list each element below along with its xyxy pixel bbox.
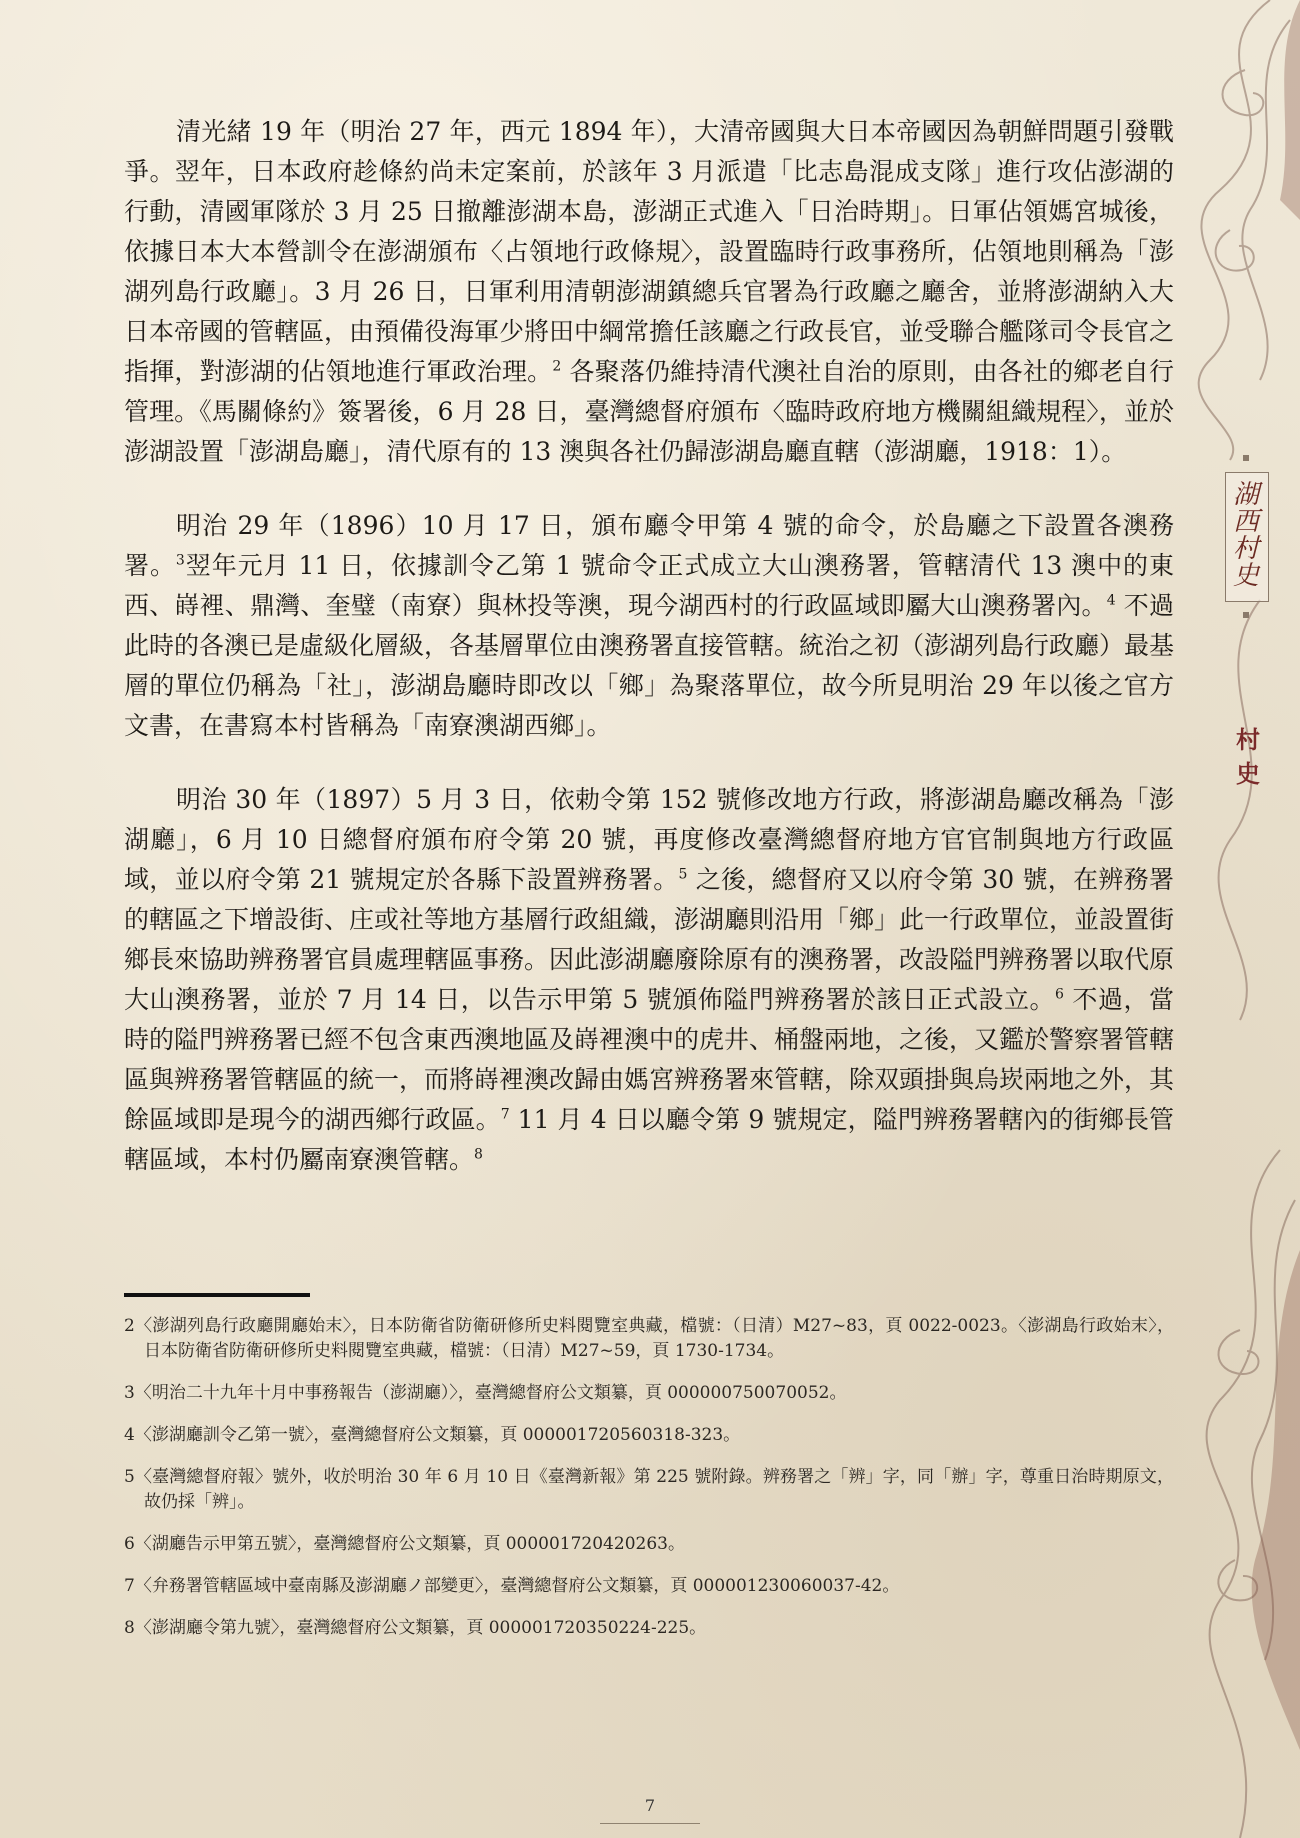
side-tab-char-3: 村 (1232, 534, 1259, 564)
footnote-ref-2: 2 (552, 358, 562, 375)
side-tab-title (1230, 482, 1262, 590)
paragraph-2 (124, 506, 1174, 746)
side-tab-char-4: 史 (1232, 561, 1259, 591)
footnote-ref-5: 5 (678, 866, 688, 883)
footnote-ref-6: 6 (1055, 986, 1064, 1003)
footnote-ref-8: 8 (474, 1146, 483, 1163)
paragraph-3-text-c: 不過，當時的隘門辨務署已經不包含東西澳地區及嵵裡澳中的虎井、桶盤兩地，之後，又鑑於警察署管轄區與辨務署管轄區的統一，而將嵵裡澳改歸由媽宮辨務署來管轄，除双頭掛與烏崁兩地之外，其餘區域即是現今的湖西鄉行政區。 (124, 985, 1175, 1134)
paragraph-1-text-b: 各聚落仍維持清代澳社自治的原則，由各社的鄉老自行管理。《馬關條約》簽署後，6 月 28 日，臺灣總督府頒布〈臨時政府地方機關組織規程〉，並於澎湖設置「澎湖島廳」，清代原有的 13 澳與各社仍歸澎湖島廳直轄（澎湖廳，1918：1）。 (124, 357, 1174, 466)
paragraph-3-text-d: 11 月 4 日以廳令第 9 號規定，隘門辨務署轄內的街鄉長管轄區域，本村仍屬南寮澳管轄。 (124, 1105, 1174, 1174)
footnote-2: 2〈澎湖列島行政廳開廳始末〉，日本防衛省防衛研修所史料閱覽室典藏，檔號：（日清）M27~83，頁 0022-0023。〈澎湖島行政始末〉，日本防衛省防衛研修所史料閱覽室典藏，檔號：（日清）M27~59，頁 1730-1734。 (124, 1316, 1174, 1361)
footnote-3: 3〈明治二十九年十月中事務報告（澎湖廳）〉，臺灣總督府公文類纂，頁 000000750070052。 (124, 1383, 847, 1403)
side-tab-dot-bottom (1243, 612, 1249, 618)
main-text (124, 112, 1174, 1214)
footnote-ref-4: 4 (1106, 592, 1116, 609)
side-tab-char-2: 西 (1232, 507, 1259, 537)
paragraph-2-text-c: 不過此時的各澳已是虛級化層級，各基層單位由澳務署直接管轄。統治之初（澎湖列島行政廳）最基層的單位仍稱為「社」，澎湖島廳時即改以「鄉」為聚落單位，故今所見明治 29 年以後之官方文書，在書寫本村皆稱為「南寮澳湖西鄉」。 (124, 591, 1175, 740)
paragraph-2-text-a: 明治 29 年（1896）10 月 17 日，頒布廳令甲第 4 號的命令，於島廳之下設置各澳務署。 (124, 511, 1174, 580)
footnote-5: 5〈臺灣總督府報〉號外，收於明治 30 年 6 月 10 日《臺灣新報》第 225 號附錄。辨務署之「辨」字，同「辦」字，尊重日治時期原文，故仍採「辨」。 (124, 1467, 1174, 1512)
footnote-4: 4〈澎湖廳訓令乙第一號〉，臺灣總督府公文類纂，頁 000001720560318-323。 (124, 1425, 741, 1445)
footnote-divider (124, 1293, 310, 1297)
footnote-7: 7〈弁務署管轄區域中臺南縣及澎湖廳ノ部變更〉，臺灣總督府公文類纂，頁 000001230060037-42。 (124, 1576, 900, 1596)
paragraph-1 (124, 112, 1174, 472)
footnotes (124, 1314, 1174, 1658)
side-tab-dot-top (1243, 455, 1249, 461)
footnote-ref-3: 3 (175, 552, 185, 569)
footnote-ref-7: 7 (500, 1106, 510, 1123)
paragraph-1-text-a: 清光緒 19 年（明治 27 年，西元 1894 年），大清帝國與大日本帝國因為朝鮮問題引發戰爭。翌年，日本政府趁條約尚未定案前，於該年 3 月派遣「比志島混成支隊」進行攻佔澎湖的行動，清國軍隊於 3 月 25 日撤離澎湖本島，澎湖正式進入「日治時期」。日軍佔領媽宮城後，依據日本大本營訓令在澎湖頒布〈占領地行政條規〉，設置臨時行政事務所，佔領地則稱為「澎湖列島行政廳」。3 月 26 日，日軍利用清朝澎湖鎮總兵官署為行政廳之廳舍，並將澎湖納入大日本帝國的管轄區，由預備役海軍少將田中綱常擔任該廳之行政長官，並受聯合艦隊司令長官之指揮，對澎湖的佔領地進行軍政治理。 (124, 117, 1175, 386)
side-tab-char-1: 湖 (1232, 480, 1259, 510)
page-number: 7 (644, 1796, 656, 1815)
section-label-vertical (1233, 723, 1263, 791)
paragraph-3 (124, 780, 1174, 1180)
paragraph-3-text-b: 之後，總督府又以府令第 30 號，在辨務署的轄區之下增設街、庄或社等地方基層行政組織，澎湖廳則沿用「鄉」此一行政單位，並設置街鄉長來協助辨務署官員處理轄區事務。因此澎湖廳廢除原有的澳務署，改設隘門辨務署以取代原大山澳務署，並於 7 月 14 日，以告示甲第 5 號頒佈隘門辨務署於該日正式設立。 (124, 865, 1175, 1014)
footnote-6: 6〈湖廳告示甲第五號〉，臺灣總督府公文類纂，頁 000001720420263。 (124, 1534, 685, 1554)
section-label-char-2: 史 (1236, 759, 1260, 788)
paragraph-2-text-b: 翌年元月 11 日，依據訓令乙第 1 號命令正式成立大山澳務署，管轄清代 13 澳中的東西、嵵裡、鼎灣、奎璧（南寮）與林投等澳，現今湖西村的行政區域即屬大山澳務署內。 (124, 551, 1174, 620)
section-label-char-1: 村 (1236, 725, 1260, 754)
page-number-rule (600, 1823, 700, 1824)
paragraph-3-text-a: 明治 30 年（1897）5 月 3 日，依勅令第 152 號修改地方行政，將澎湖島廳改稱為「澎湖廳」，6 月 10 日總督府頒布府令第 20 號，再度修改臺灣總督府地方官官制與地方行政區域，並以府令第 21 號規定於各縣下設置辨務署。 (124, 785, 1174, 894)
footnote-8: 8〈澎湖廳令第九號〉，臺灣總督府公文類纂，頁 000001720350224-225。 (124, 1618, 707, 1638)
